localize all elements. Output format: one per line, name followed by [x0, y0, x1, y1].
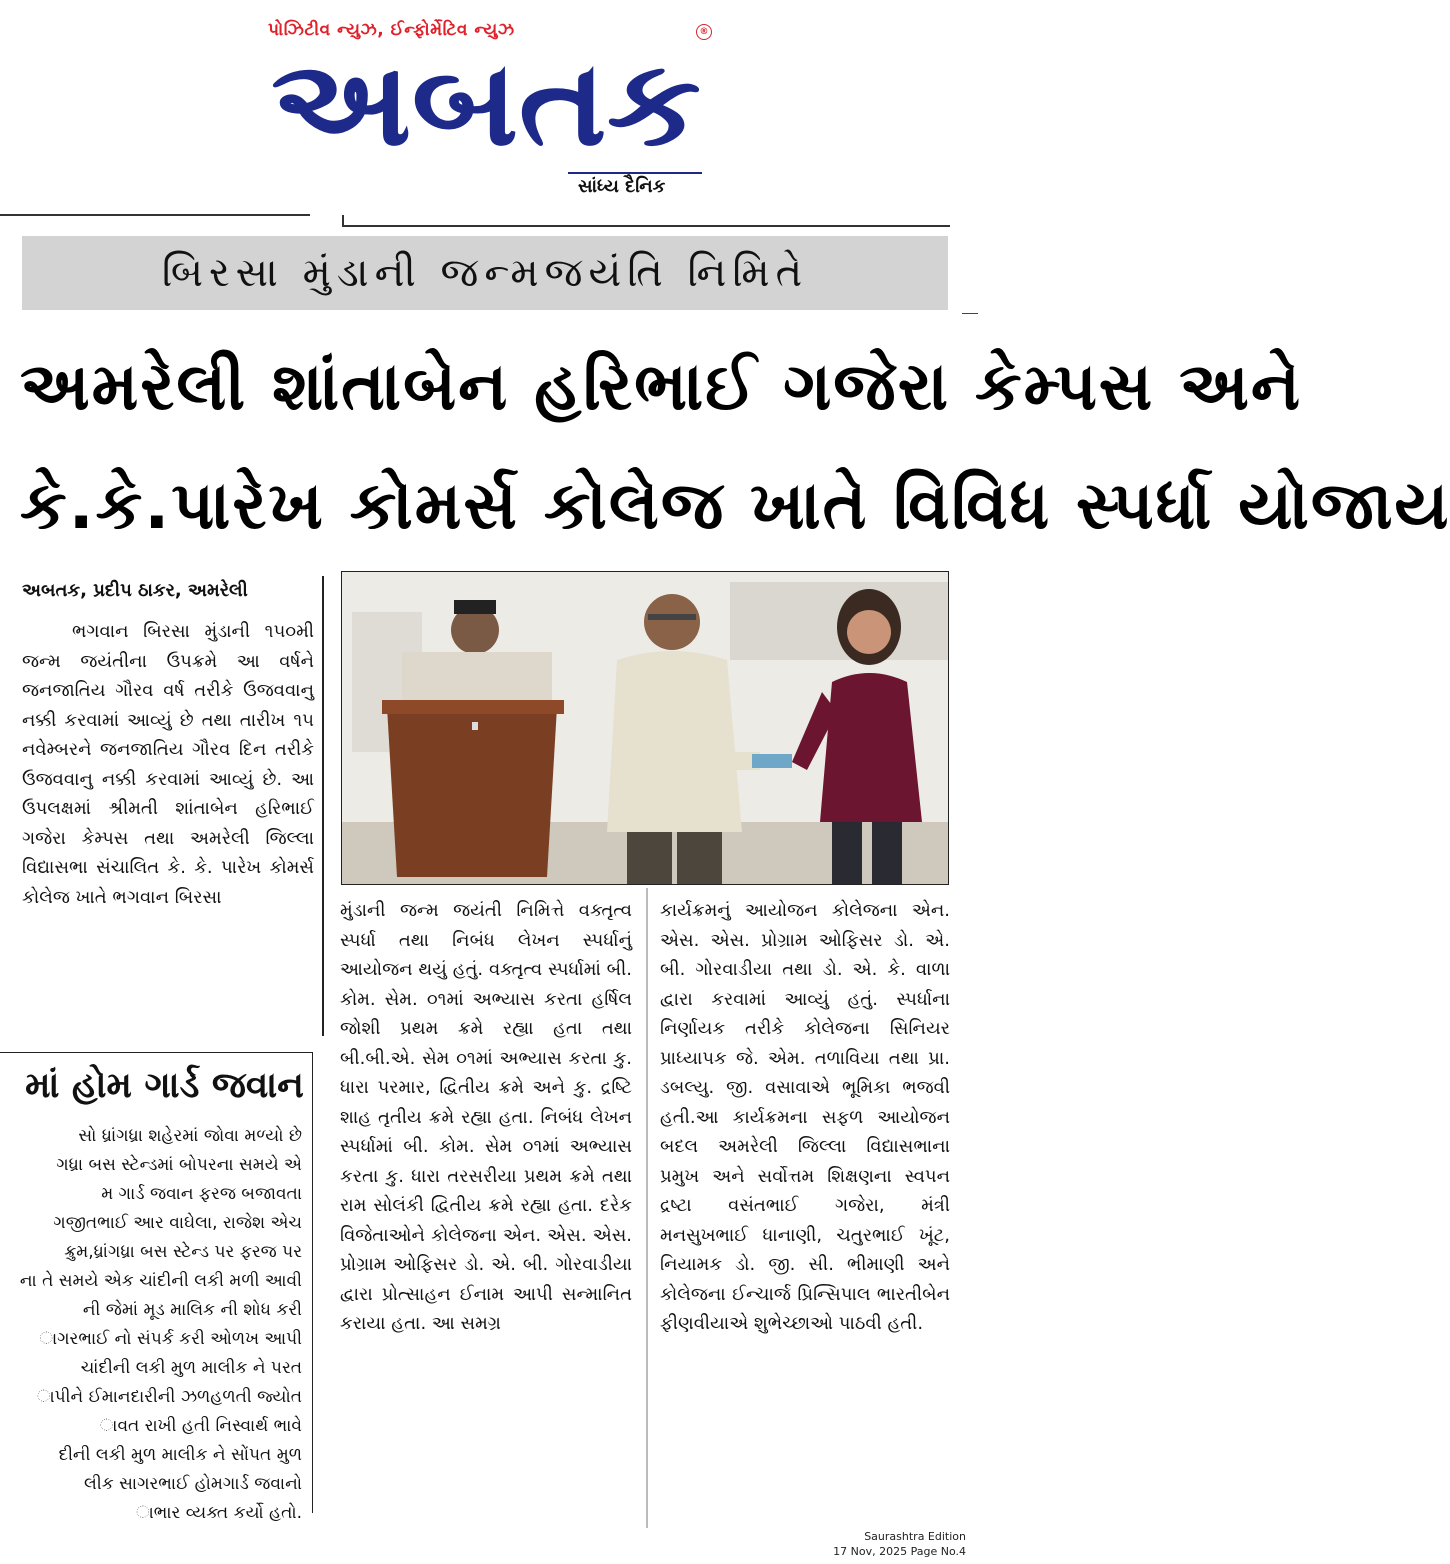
newspaper-logo	[268, 34, 704, 172]
side-story-body	[0, 1122, 302, 1523]
side-story-line: ગજીતભાઈ આર વાઘેલા, રાજેશ એચ	[53, 1213, 302, 1233]
footer-date-page: 17 Nov, 2025 Page No.4	[833, 1545, 966, 1558]
side-story-line: દીની લકી મુળ માલીક ને સોંપત મુળ	[58, 1445, 302, 1465]
article-column-2: મુંડાની જન્મ જયંતી નિમિત્તે વક્તૃત્વ સ્પર્ધા તથા નિબંધ લેખન સ્પર્ધાનું આયોજન થયું હતું. વક્તૃત્વ સ્પર્ધામાં બી. કોમ. સેમ. ૦૧માં અભ્યાસ કરતા હર્ષિલ જોશી પ્રથમ ક્રમે રહ્યા હતા તથા બી.બી.એ. સેમ ૦૧માં અભ્યાસ કરતા કુ. ધારા પરમાર, દ્વિતીય ક્રમે અને કુ. દ્રષ્ટિ શાહ તૃતીય ક્રમે રહ્યા હતા. નિબંધ લેખન સ્પર્ધામાં બી. કોમ. સેમ ૦૧માં અભ્યાસ કરતા કુ. ધારા તરસરીયા પ્રથમ ક્રમે તથા રામ સોલંકી દ્વિતીય ક્રમે રહ્યા હતા. દરેક વિજેતાઓને કોલેજના એન. એસ. એસ. પ્રોગ્રામ ઓફિસર ડો. એ. બી. ગોરવાડીયા દ્વારા પ્રોત્સાહન ઈનામ આપી સન્માનિત કરાયા હતા. આ સમગ્ર	[340, 900, 632, 1334]
column-divider	[646, 888, 648, 1528]
side-story-line: ચાંદીની લકી મુળ માલીક ને પરત	[80, 1358, 302, 1378]
side-story-line: ાગરભાઈ નો સંપર્ક કરી ઓળખ આપી	[39, 1329, 302, 1349]
headline-line-2: કે.કે.પારેખ કોમર્સ કોલેજ ખાતે વિવિધ સ્પર્ધા યોજાય	[20, 467, 1450, 544]
masthead-subtitle: સાંધ્ય દૈનિક	[578, 176, 666, 197]
footer-edition: Saurashtra Edition	[864, 1530, 966, 1543]
logo-text: અબતક	[271, 34, 701, 172]
header-rule-left	[0, 214, 310, 216]
article-photo	[342, 572, 948, 884]
article-column-3: કાર્યક્રમનું આયોજન કોલેજના એન. એસ. એસ. પ્રોગ્રામ ઓફિસર ડો. એ. બી. ગોરવાડીયા તથા ડો. એ. કે. વાળા દ્વારા કરવામાં આવ્યું હતું. સ્પર્ધાના નિર્ણાયક તરીકે કોલેજના સિનિયર પ્રાધ્યાપક જે. એમ. તળાવિયા તથા પ્રા. ડબલ્યુ. જી. વસાવાએ ભૂમિકા ભજવી હતી.આ કાર્યક્રમના સફળ આયોજન બદલ અમરેલી જિલ્લા વિદ્યાસભાના પ્રમુખ અને સર્વોત્તમ શિક્ષણના સ્વપન દ્રષ્ટા વસંતભાઈ ગજેરા, મંત્રી મનસુખભાઈ ધાનાણી, ચતુરભાઈ ખૂંટ, નિયામક ડો. જી. સી. ભીમાણી અને કોલેજના ઈન્ચાર્જ પ્રિન્સિપાલ ભારતીબેન ફીણવીયાએ શુભેચ્છાઓ પાઠવી હતી.	[660, 900, 950, 1334]
byline: અબતક, પ્રદીપ ઠાકર, અમરેલી	[22, 580, 248, 601]
side-story-line: લીક સાગરભાઈ હોમગાર્ડ જવાનો	[84, 1474, 302, 1494]
masthead-tagline: પોઝિટીવ ન્યુઝ, ઈન્ફોર્મેટિવ ન્યુઝ	[268, 20, 515, 40]
article-column-1: ભગવાન બિરસા મુંડાની ૧૫૦મી જન્મ જયંતીના ઉપક્રમે આ વર્ષને જનજાતિય ગૌરવ વર્ષ તરીકે ઉજવવાનુ નક્કી કરવામાં આવ્યું છે તથા તારીખ ૧૫ નવેમ્બરને જનજાતિય ગૌરવ દિન તરીકે ઉજવવાનુ નક્કી કરવામાં આવ્યું છે. આ ઉપલક્ષમાં શ્રીમતી શાંતાબેન હરિભાઈ ગજેરા કેમ્પસ તથા અમરેલી જિલ્લા વિદ્યાસભા સંચાલિત કે. કે. પારેખ કોમર્સ કોલેજ ખાતે ભગવાન બિરસા	[22, 621, 314, 908]
side-story-line: ગધ્રા બસ સ્ટેન્ડમાં બોપરના સમયે એ	[56, 1155, 302, 1175]
side-story-line: મ ગાર્ડ જવાન ફરજ બજાવતા	[101, 1184, 302, 1204]
logo-underline	[568, 172, 702, 174]
side-story-line: ાપીને ઈમાનદારીની ઝળહળતી જ્યોત	[37, 1387, 302, 1407]
registered-mark-icon: ®	[696, 24, 712, 40]
side-story-line: ના તે સમયે એક ચાંદીની લકી મળી આવી	[19, 1271, 302, 1291]
side-story-line: સો ધ્રાંગધ્રા શહેરમાં જોવા મળ્યો છે	[78, 1126, 302, 1146]
side-story-line: ાવત રાખી હતી નિસ્વાર્થ ભાવે	[99, 1416, 302, 1436]
header-rule-right	[342, 225, 950, 227]
article-kicker: બિરસા મુંડાની જન્મજયંતિ નિમિતે	[22, 236, 948, 310]
column-rule	[322, 576, 324, 1036]
side-story-line: ની જેમાં મૂડ માલિક ની શોધ કરી	[82, 1300, 302, 1320]
margin-tick	[962, 313, 978, 314]
side-story-title: માં હોમ ગાર્ડ જવાન	[25, 1065, 304, 1106]
side-story-line: ક્રુમ,ધ્રાંગધ્રા બસ સ્ટેન્ડ પર ફરજ પર	[64, 1242, 302, 1262]
side-story-line: ાભાર વ્યક્ત કર્યો હતો.	[136, 1503, 302, 1523]
headline-line-1: અમરેલી શાંતાબેન હરિભાઈ ગજેરા કેમ્પસ અને	[20, 348, 1303, 425]
